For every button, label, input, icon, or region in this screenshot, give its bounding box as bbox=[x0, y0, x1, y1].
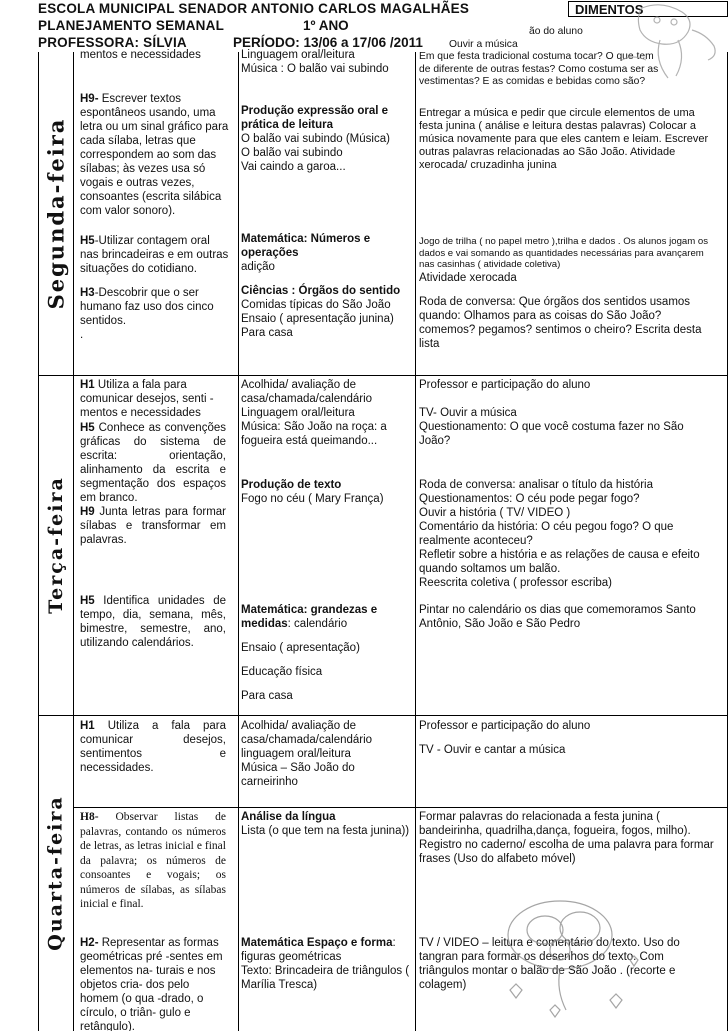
tuesday-r2-skill: H5 Conhece as convenções gráficas do sistema de escrita: orientação, alinhamento da escrita e segmentação dos espaços em branco. H9 Junta letras para formar sílabas e transformar em palavras. bbox=[80, 422, 226, 546]
tuesday-r3-procedure: Pintar no calendário os dias que comemoramos Santo Antônio, São João e São Pedro bbox=[419, 604, 696, 630]
wednesday-r2-procedure: Formar palavras do relacionada a festa junina ( bandeirinha, quadrilha,dança, fogueira, fogos, milho). Registro no caderno/ escolha de uma palavra para formar frases (Uso do alfabeto móvel) bbox=[419, 811, 714, 865]
tuesday-r3-skill: H5 Identifica unidades de tempo, dia, semana, mês, bimestre, semestre, ano, utilizando calendários. bbox=[80, 595, 226, 649]
period-label: PERÍODO: 13/06 a 17/06 /2011 bbox=[233, 35, 423, 50]
day-divider bbox=[39, 715, 727, 716]
row-divider bbox=[73, 807, 727, 808]
clipart-cartoon-icon bbox=[492, 0, 728, 100]
monday-r1-content: Produção expressão oral e prática de leitura O balão vai subindo (Música) O balão vai subindo Vai caindo a garoa... bbox=[241, 105, 390, 173]
teacher-name: PROFESSORA: SÍLVIA bbox=[38, 35, 187, 50]
wednesday-r3-skill: H2- Representar as formas geométricas pré -sentes em elementos na- turais e nos objetos cria- dos pelo homem (o qua -drado, o círculo, o triân- gulo e retângulo). bbox=[80, 937, 223, 1031]
column-divider bbox=[415, 52, 416, 1031]
tuesday-r1-content: Acolhida/ avaliação de casa/chamada/calendário Linguagem oral/leitura Música: São João na roça: a fogueira está queimando... bbox=[241, 379, 387, 447]
clipart-balloon-bear-icon bbox=[490, 890, 650, 1030]
monday-r2-procedure: Jogo de trilha ( no papel metro ),trilha e dados . Os alunos jogam os dados e vai somando as quantidades necessárias para avançarem nas casinhas ( atividade coletiva) Atividade xerocada Roda de conversa: Que órgãos dos sentidos usamos quando: Olhamos para as coisas do São João? comemos? pegamos? sentimos o cheiro? Escrita desta lista bbox=[419, 236, 709, 350]
wednesday-r3-content: Matemática Espaço e forma: figuras geométricas Texto: Brincadeira de triângulos ( Marília Tresca) bbox=[241, 937, 410, 991]
grade-label: 1º ANO bbox=[303, 18, 349, 33]
monday-top-col3: ão do aluno Ouvir a música Em que festa tradicional costuma tocar? O que tem de diferente de outras festas? Como costuma ser as vestimentas? E as comidas e bebidas como são? bbox=[419, 26, 659, 88]
day-label-wednesday: Quarta-feira bbox=[45, 795, 67, 951]
tuesday-r3-content: Matemática: grandezas e medidas: calendário Ensaio ( apresentação) Educação física Para casa bbox=[241, 604, 378, 702]
plan-title: PLANEJAMENTO SEMANAL bbox=[38, 18, 225, 33]
wednesday-r2-skill: H8- Observar listas de palavras, contando os números de letras, as letras inicial e final da palavra; os números de consoantes e vogais; os números de sílabas, as sílabas inicial e final. bbox=[80, 811, 226, 910]
wednesday-r3-procedure: TV / VIDEO – leitura e comentário do texto. Uso do tangran para formar os desenhos do texto. Com triângulos montar o balão de São João . (recorte e colagem) bbox=[419, 937, 680, 991]
monday-top-col2: Linguagem oral/leitura Música : O balão vai subindo bbox=[241, 49, 389, 75]
monday-r1-skill: H9- Escrever textos espontâneos usando, uma letra ou um sinal gráfico para cada sílaba, letras que correspondem ao som das sílabas; às vezes usa só vogais e outras vezes, consoantes (escrita silábica com valor sonoro). bbox=[80, 93, 229, 217]
tuesday-r2-content: Produção de texto Fogo no céu ( Mary França) bbox=[241, 479, 384, 505]
column-header-procedures: DIMENTOS bbox=[568, 1, 728, 17]
monday-r2-skill: H5-Utilizar contagem oral nas brincadeiras e em outras situações do cotidiano. H3-Descobrir que o ser humano faz uso dos cinco sentidos. . bbox=[80, 235, 229, 341]
wednesday-r2-content: Análise da língua Lista (o que tem na festa junina)) bbox=[241, 811, 410, 837]
wednesday-r1-procedure: Professor e participação do aluno TV - Ouvir e cantar a música bbox=[419, 720, 591, 756]
school-name: ESCOLA MUNICIPAL SENADOR ANTONIO CARLOS MAGALHÃES bbox=[38, 1, 470, 16]
day-label-tuesday: Terça-feira bbox=[45, 476, 67, 614]
wednesday-r1-skill: H1 Utiliza a fala para comunicar desejos, sentimentos e necessidades. bbox=[80, 720, 226, 774]
monday-top-col1: mentos e necessidades bbox=[80, 49, 201, 61]
column-divider bbox=[238, 52, 239, 1031]
day-label-monday: Segunda-feira bbox=[43, 117, 69, 310]
tuesday-r2-procedure: Roda de conversa: analisar o título da história Questionamentos: O céu pode pegar fogo? Ouvir a história ( TV/ VIDEO ) Comentário da história: O céu pegou fogo? O que realmente aconteceu? Refletir sobre a história e as relações de causa e efeito quando soltamos um balão. Reescrita coletiva ( professor escriba) bbox=[419, 479, 700, 589]
monday-r1-procedure: Entregar a música e pedir que circule elementos de uma festa junina ( análise e leitura destas palavras) Colocar a música novamente para que eles cantem e leiam. Escrever outras palavras relacionadas ao São João. Atividade xerocada/ cruzadinha junina bbox=[419, 107, 709, 171]
monday-r2-content: Matemática: Números e operações adição Ciências : Órgãos do sentido Comidas típicas do São João Ensaio ( apresentação junina) Para casa bbox=[241, 233, 401, 339]
tuesday-r1-skill: H1 Utiliza a fala para comunicar desejos, senti - mentos e necessidades bbox=[80, 379, 214, 419]
tuesday-r1-procedure: Professor e participação do aluno TV- Ouvir a música Questionamento: O que você costuma fazer no São João? bbox=[419, 379, 684, 447]
wednesday-r1-content: Acolhida/ avaliação de casa/chamada/calendário linguagem oral/leitura Música – São João do carneirinho bbox=[241, 720, 373, 788]
day-divider bbox=[39, 375, 727, 376]
column-divider bbox=[73, 52, 74, 1031]
